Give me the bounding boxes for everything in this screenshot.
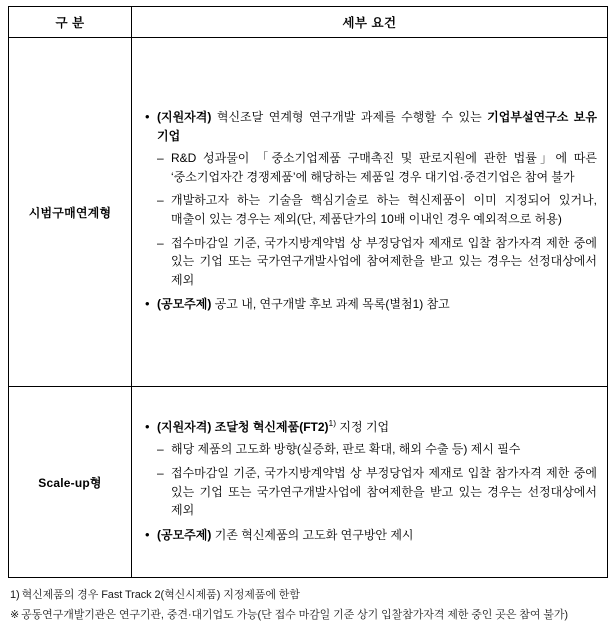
bullet-text [157, 295, 597, 314]
footnote-text: 공동연구개발기관은 연구기관, 중견·대기업도 가능(단 접수 마감일 기준 상기 입찰참가자격 제한 중인 곳은 참여 불가) [21, 609, 568, 621]
bullet-body: 공고 내, 연구개발 후보 과제 목록(별첨1) 참고 [211, 297, 449, 311]
column-header-category: 구 분 [9, 7, 132, 38]
bullet-text [157, 418, 597, 437]
column-header-details: 세부 요건 [132, 7, 608, 38]
table-row [9, 387, 608, 578]
details-cell-pilot-purchase [132, 38, 608, 387]
footnote-reference: 1) [329, 418, 337, 428]
bullet-list [144, 108, 597, 314]
bullet-bold-tail: 기업부설연구소 보유 기업 [157, 110, 597, 143]
sub-item-text: – 개발하고자 하는 기술을 핵심기술로 하는 혁신제품이 이미 지정되어 있거나, 매출이 있는 경우는 제외(단, 제품단가의 10배 이내인 경우 예외적으로 허용) [171, 191, 597, 228]
bullet-tail: 지정 기업 [336, 420, 389, 434]
list-item [157, 149, 597, 186]
sub-item-text: – 해당 제품의 고도화 방향(실증화, 판로 확대, 해외 수출 등) 제시 필수 [171, 440, 597, 459]
table-body [9, 38, 608, 578]
sub-item-text: – 접수마감일 기준, 국가지방계약법 상 부정당업자 제재로 입찰 참가자격 제한 중에 있는 기업 또는 국가연구개발사업에 참여제한을 받고 있는 경우는 선정대상에서 제외 [171, 234, 597, 290]
list-item [144, 108, 597, 289]
list-item [144, 418, 597, 520]
footnote-item [10, 587, 605, 604]
bullet-label: (지원자격) [157, 110, 211, 124]
table-row [9, 38, 608, 387]
list-item [157, 440, 597, 459]
footnote-marker: ※ [10, 609, 19, 621]
requirements-table [8, 6, 608, 578]
footnote-text: 혁신제품의 경우 Fast Track 2(혁신시제품) 지정제품에 한함 [22, 589, 300, 601]
bullet-text [157, 108, 597, 145]
bullet-text [157, 526, 597, 545]
list-item [157, 234, 597, 290]
category-cell-pilot-purchase: 시범구매연계형 [9, 38, 132, 387]
footnotes-section [8, 587, 605, 623]
bullet-bold-tail: 조달청 혁신제품(FT2) [215, 420, 329, 434]
bullet-body: 혁신조달 연계형 연구개발 과제를 수행할 수 있는 [211, 110, 487, 124]
bullet-list [144, 418, 597, 545]
footnote-marker: 1) [10, 589, 20, 601]
sub-list [157, 149, 597, 289]
footnote-item [10, 607, 605, 623]
table-header-row [9, 7, 608, 38]
table-header [9, 7, 608, 38]
sub-item-text: – R&D 성과물이 「중소기업제품 구매촉진 및 판로지원에 관한 법률」에 따른 ‘중소기업자간 경쟁제품’에 해당하는 제품일 경우 대기업·중견기업은 참여 불가 [171, 149, 597, 186]
bullet-label: (지원자격) [157, 420, 211, 434]
sub-list [157, 440, 597, 519]
list-item [144, 526, 597, 545]
list-item [157, 464, 597, 520]
category-cell-scale-up: Scale-up형 [9, 387, 132, 578]
list-item [144, 295, 597, 314]
list-item [157, 191, 597, 228]
bullet-label: (공모주제) [157, 297, 211, 311]
bullet-body: 기존 혁신제품의 고도화 연구방안 제시 [211, 528, 413, 542]
details-cell-scale-up [132, 387, 608, 578]
bullet-label: (공모주제) [157, 528, 211, 542]
sub-item-text: – 접수마감일 기준, 국가지방계약법 상 부정당업자 제재로 입찰 참가자격 제한 중에 있는 기업 또는 국가연구개발사업에 참여제한을 받고 있는 경우는 선정대상에서 제외 [171, 464, 597, 520]
